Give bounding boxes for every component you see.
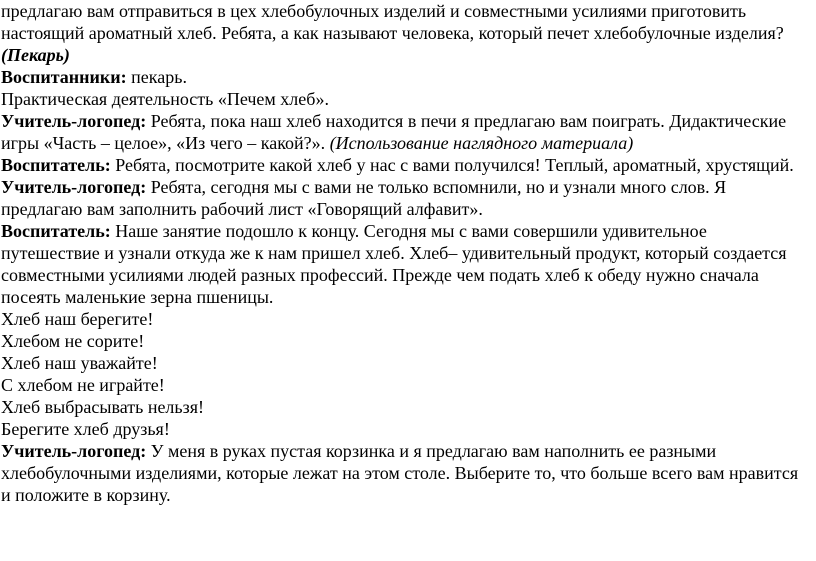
text-line [1, 242, 787, 264]
text-line [1, 330, 144, 352]
text-line [1, 484, 171, 506]
line-text: и положите в корзину. [1, 485, 171, 505]
line-text: Хлеб наш берегите! [1, 309, 154, 329]
text-line [1, 44, 70, 66]
italic-note: (Использование наглядного материала) [329, 133, 634, 153]
line-text: Наше занятие подошло к концу. Сегодня мы с вами совершили удивительное [110, 221, 707, 241]
line-text: Ребята, пока наш хлеб находится в печи я предлагаю вам поиграть. Дидактические [146, 111, 787, 131]
line-text: У меня в руках пустая корзинка и я предлагаю вам наполнить ее разными [146, 441, 717, 461]
text-line [1, 66, 187, 88]
line-text: хлебобулочными изделиями, которые лежат на этом столе. Выберите то, что больше всего вам нравится [1, 463, 799, 483]
text-line [1, 0, 746, 22]
speaker-label: Воспитатель: [1, 155, 111, 175]
line-text: предлагаю вам отправиться в цех хлебобулочных изделий и совместными усилиями приготовить [1, 1, 747, 21]
text-line [1, 88, 329, 110]
speaker-label: Воспитанники: [1, 67, 127, 87]
italic-answer: (Пекарь) [1, 45, 70, 65]
text-line [1, 176, 726, 198]
text-line [1, 264, 759, 286]
line-text: совместными усилиями людей разных профессий. Прежде чем подать хлеб к обеду нужно сначала [1, 265, 759, 285]
line-text: Берегите хлеб друзья! [1, 419, 170, 439]
line-text: Хлеб наш уважайте! [1, 353, 158, 373]
line-text: игры «Часть – целое», «Из чего – какой?». [1, 133, 330, 153]
line-text: Хлебом не сорите! [1, 331, 145, 351]
line-text: путешествие и узнали откуда же к нам пришел хлеб. Хлеб– удивительный продукт, который создается [1, 243, 787, 263]
text-line [1, 374, 165, 396]
line-text: Практическая деятельность «Печем хлеб». [1, 89, 329, 109]
text-line [1, 132, 633, 154]
text-line [1, 110, 786, 132]
line-text: предлагаю вам заполнить рабочий лист «Говорящий алфавит». [1, 199, 483, 219]
line-text: Ребята, сегодня мы с вами не только вспомнили, но и узнали много слов. Я [146, 177, 727, 197]
text-line [1, 154, 794, 176]
text-line [1, 418, 170, 440]
line-text: пекарь. [126, 67, 187, 87]
line-text: настоящий ароматный хлеб. Ребята, а как называют человека, который печет хлебобулочные изделия? [1, 23, 784, 43]
speaker-label: Учитель-логопед: [1, 111, 147, 131]
line-text: Ребята, посмотрите какой хлеб у нас с вами получился! Теплый, ароматный, хрустящий. [110, 155, 794, 175]
text-line [1, 286, 273, 308]
text-line [1, 22, 784, 44]
text-line [1, 198, 483, 220]
text-line [1, 220, 707, 242]
text-line [1, 352, 158, 374]
speaker-label: Учитель-логопед: [1, 177, 147, 197]
speaker-label: Учитель-логопед: [1, 441, 147, 461]
line-text: посеять маленькие зерна пшеницы. [1, 287, 274, 307]
text-line [1, 396, 204, 418]
line-text: Хлеб выбрасывать нельзя! [1, 397, 205, 417]
text-line [1, 440, 716, 462]
line-text: С хлебом не играйте! [1, 375, 165, 395]
speaker-label: Воспитатель: [1, 221, 111, 241]
text-line [1, 308, 153, 330]
text-line [1, 462, 798, 484]
